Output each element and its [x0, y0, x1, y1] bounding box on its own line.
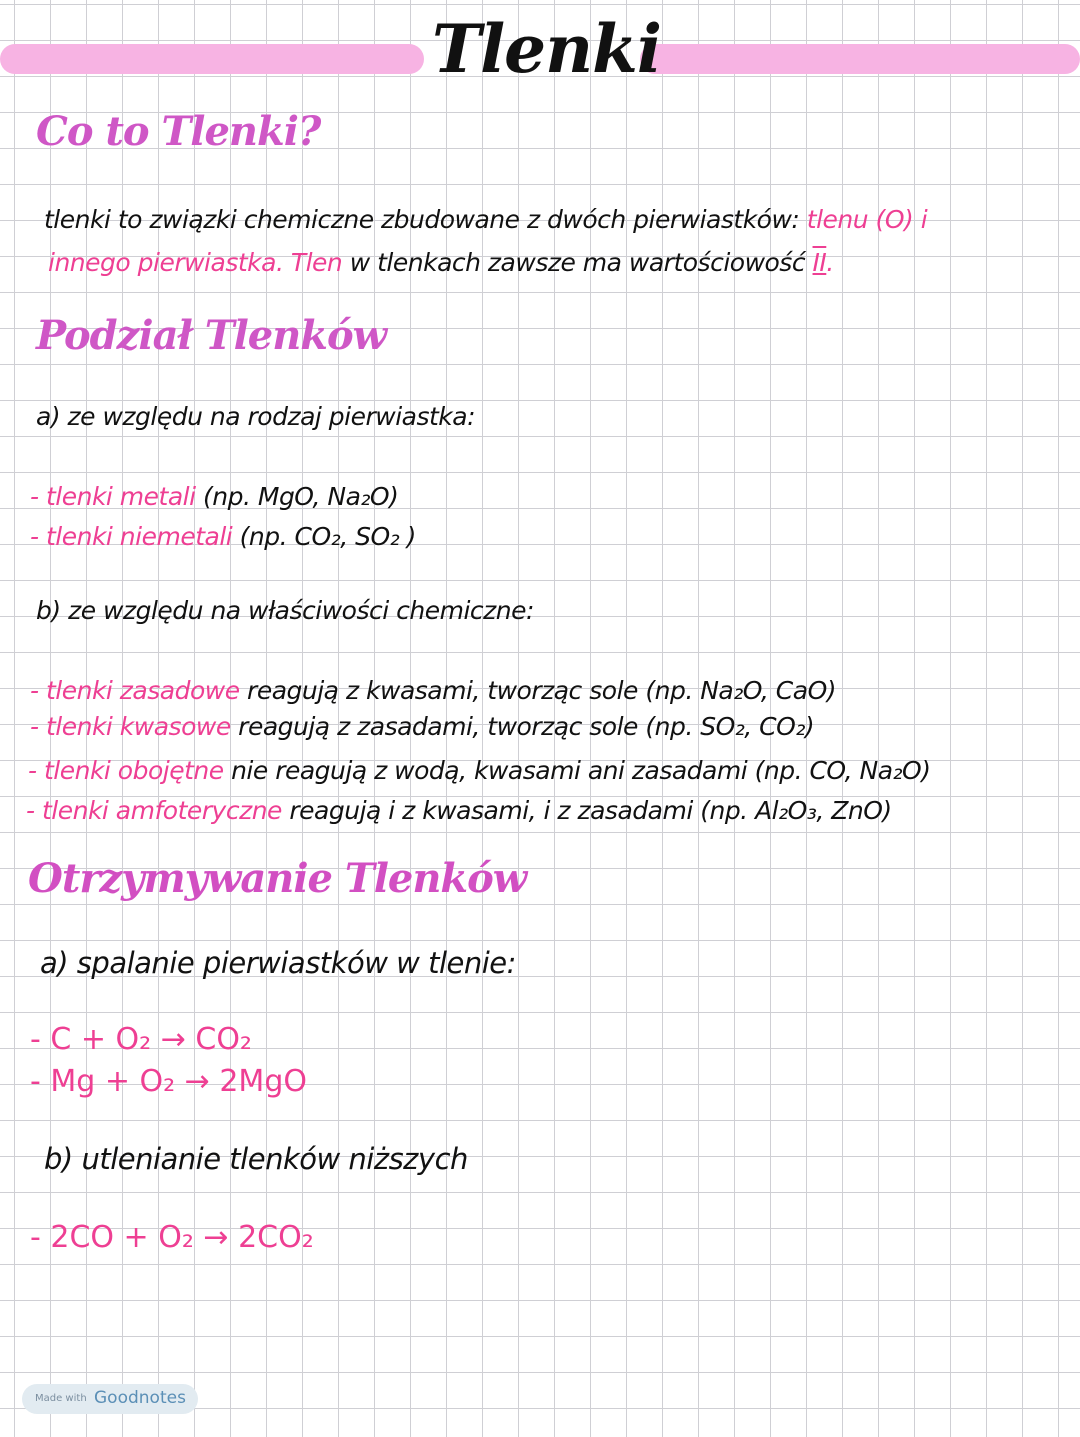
goodnotes-logo: Goodnotes	[94, 1388, 186, 1408]
definition-period: .	[826, 248, 834, 277]
oxide-type-desc: nie reagują z wodą, kwasami ani zasadami (np. CO, Na₂O)	[223, 756, 931, 785]
list-item	[30, 712, 814, 741]
oxide-type-term: - tlenki kwasowe	[30, 712, 231, 741]
section-heading-definition: Co to Tlenki?	[36, 108, 321, 155]
page-title: Tlenki	[432, 10, 661, 88]
header-band-left	[0, 44, 424, 74]
oxide-type-desc: (np. MgO, Na₂O)	[195, 482, 399, 511]
header-band-right	[640, 44, 1080, 74]
classification-a-label: a) ze względu na rodzaj pierwiastka:	[36, 402, 476, 431]
section-heading-production: Otrzymywanie Tlenków	[28, 855, 527, 902]
goodnotes-badge	[22, 1384, 198, 1414]
definition-text: w tlenkach zawsze ma wartościowość	[342, 248, 813, 277]
section-heading-classification: Podział Tlenków	[36, 312, 387, 359]
oxide-type-desc: reagują i z kwasami, i z zasadami (np. Al₂O₃, ZnO)	[281, 796, 892, 825]
production-a-label: a) spalanie pierwiastków w tlenie:	[40, 946, 516, 980]
reaction-equation: - C + O₂ → CO₂	[30, 1022, 252, 1057]
definition-highlight: tlenu (O) i	[806, 205, 928, 234]
oxide-type-desc: reagują z zasadami, tworząc sole (np. SO₂, CO₂)	[230, 712, 815, 741]
oxide-type-term: - tlenki obojętne	[28, 756, 224, 785]
list-item	[30, 676, 836, 705]
oxide-type-term: - tlenki zasadowe	[30, 676, 240, 705]
oxide-type-term: - tlenki niemetali	[30, 522, 233, 551]
reaction-equation: - Mg + O₂ → 2MgO	[30, 1064, 307, 1099]
oxide-type-desc: reagują z kwasami, tworząc sole (np. Na₂O, CaO)	[239, 676, 837, 705]
definition-text: tlenki to związki chemiczne zbudowane z dwóch pierwiastków:	[44, 205, 807, 234]
definition-highlight: innego pierwiastka. Tlen	[48, 248, 343, 277]
list-item	[26, 796, 892, 825]
list-item	[30, 522, 416, 551]
definition-line-2	[48, 248, 834, 277]
reaction-equation: - 2CO + O₂ → 2CO₂	[30, 1220, 314, 1255]
oxide-type-term: - tlenki amfoteryczne	[26, 796, 282, 825]
definition-line-1	[44, 205, 927, 234]
valence-value: II	[812, 248, 827, 277]
oxide-type-desc: (np. CO₂, SO₂ )	[232, 522, 416, 551]
list-item	[28, 756, 930, 785]
production-b-label: b) utlenianie tlenków niższych	[44, 1142, 468, 1176]
classification-b-label: b) ze względu na właściwości chemiczne:	[36, 596, 534, 625]
oxide-type-term: - tlenki metali	[30, 482, 196, 511]
made-with-label: Made with	[35, 1393, 87, 1404]
list-item	[30, 482, 398, 511]
